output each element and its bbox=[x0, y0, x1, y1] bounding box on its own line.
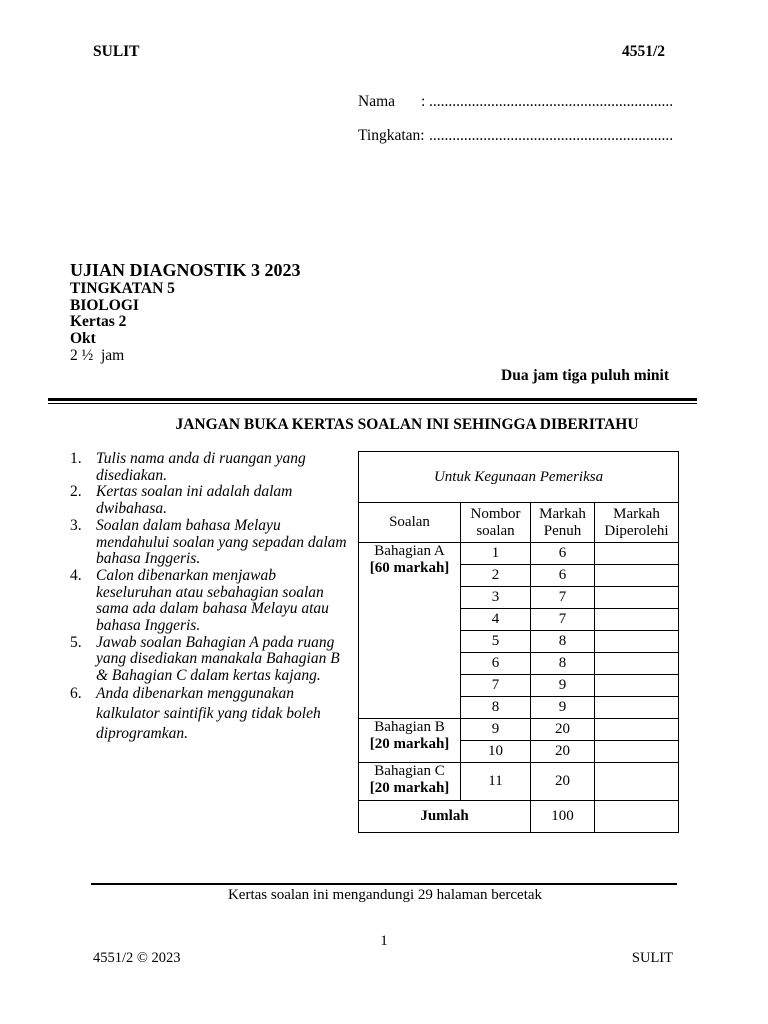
table-row bbox=[359, 543, 679, 565]
exam-paper: Kertas 2 bbox=[70, 313, 127, 330]
instruction-line: bahasa Inggeris. bbox=[96, 617, 201, 635]
table-caption: Untuk Kegunaan Pemeriksa bbox=[359, 452, 679, 503]
marks-obtained-cell bbox=[595, 587, 679, 609]
question-number: 3 bbox=[461, 587, 531, 609]
marks-obtained-cell bbox=[595, 565, 679, 587]
section-c-cell bbox=[359, 763, 461, 801]
header-question-number bbox=[461, 503, 531, 543]
instruction-line: Kertas soalan ini adalah dalam bbox=[96, 483, 293, 501]
instruction-line: Anda dibenarkan menggunakan bbox=[96, 684, 295, 702]
instruction-line: disediakan. bbox=[96, 466, 168, 484]
question-number: 9 bbox=[461, 719, 531, 741]
page-number: 1 bbox=[380, 933, 388, 949]
question-number: 10 bbox=[461, 741, 531, 763]
marks-obtained-cell bbox=[595, 543, 679, 565]
full-marks: 6 bbox=[531, 565, 595, 587]
footer-copyright: 4551/2 © 2023 bbox=[93, 950, 181, 966]
header-section: Soalan bbox=[359, 503, 461, 543]
name-dotted-line: ............................................................... bbox=[429, 93, 674, 110]
marks-obtained-cell bbox=[595, 631, 679, 653]
marks-obtained-cell bbox=[595, 653, 679, 675]
table-row bbox=[359, 763, 679, 801]
instruction-line: diprogramkan. bbox=[96, 724, 188, 742]
instruction-text bbox=[96, 451, 306, 484]
full-marks: 7 bbox=[531, 609, 595, 631]
exam-month: Okt bbox=[70, 330, 96, 347]
section-name: Bahagian C bbox=[374, 763, 445, 779]
header-full-marks bbox=[531, 503, 595, 543]
instruction-line: yang disediakan manakala Bahagian B bbox=[96, 650, 340, 668]
instruction-text bbox=[96, 484, 292, 517]
exam-duration: 2 ½ jam bbox=[70, 347, 125, 364]
table-row bbox=[359, 719, 679, 741]
instruction-item bbox=[70, 568, 352, 635]
header-line: Markah bbox=[613, 505, 660, 522]
marks-obtained-cell bbox=[595, 609, 679, 631]
header-line: soalan bbox=[476, 522, 515, 539]
instruction-number: 4. bbox=[70, 566, 82, 584]
header-line: Diperolehi bbox=[604, 522, 669, 539]
header-divider-thin bbox=[48, 403, 697, 404]
instruction-number: 1. bbox=[70, 450, 82, 467]
instruction-item bbox=[70, 635, 352, 685]
table-total-row bbox=[359, 801, 679, 833]
instruction-item bbox=[70, 518, 352, 568]
instruction-number: 6. bbox=[70, 684, 82, 702]
instruction-line: keseluruhan atau sebahagian soalan bbox=[96, 583, 324, 601]
marks-obtained-cell bbox=[595, 763, 679, 801]
full-marks: 9 bbox=[531, 675, 595, 697]
question-number: 2 bbox=[461, 565, 531, 587]
instruction-line: Tulis nama anda di ruangan yang bbox=[96, 450, 306, 467]
question-number: 7 bbox=[461, 675, 531, 697]
footer-classification: SULIT bbox=[631, 950, 673, 966]
instruction-item bbox=[70, 451, 352, 484]
warning-banner: JANGAN BUKA KERTAS SOALAN INI SEHINGGA DIBERITAHU bbox=[175, 416, 639, 433]
total-full-marks: 100 bbox=[531, 801, 595, 833]
table-header-row bbox=[359, 503, 679, 543]
class-dotted-line: ............................................................... bbox=[429, 127, 674, 144]
question-number: 5 bbox=[461, 631, 531, 653]
section-b-cell bbox=[359, 719, 461, 763]
instruction-number: 3. bbox=[70, 516, 82, 534]
instruction-line: Jawab soalan Bahagian A pada ruang bbox=[96, 633, 335, 651]
page-count-note: Kertas soalan ini mengandungi 29 halaman bercetak bbox=[227, 887, 543, 903]
instruction-number: 2. bbox=[70, 483, 82, 501]
total-label: Jumlah bbox=[359, 801, 531, 833]
exam-title: UJIAN DIAGNOSTIK 3 2023 bbox=[70, 260, 301, 280]
section-marks: [60 markah] bbox=[369, 560, 450, 576]
header-marks-obtained bbox=[595, 503, 679, 543]
full-marks: 6 bbox=[531, 543, 595, 565]
marks-obtained-cell bbox=[595, 675, 679, 697]
instruction-line: Calon dibenarkan menjawab bbox=[96, 566, 276, 584]
section-marks: [20 markah] bbox=[369, 736, 450, 752]
question-number: 4 bbox=[461, 609, 531, 631]
question-number: 8 bbox=[461, 697, 531, 719]
full-marks: 20 bbox=[531, 763, 595, 801]
instruction-text bbox=[96, 635, 340, 685]
header-line: Nombor bbox=[470, 505, 521, 522]
exam-subject: BIOLOGI bbox=[70, 297, 139, 314]
full-marks: 9 bbox=[531, 697, 595, 719]
name-label: Nama bbox=[358, 93, 396, 110]
table-caption-row bbox=[359, 452, 679, 503]
question-number: 1 bbox=[461, 543, 531, 565]
exam-duration-words: Dua jam tiga puluh minit bbox=[501, 367, 669, 384]
paper-code: 4551/2 bbox=[622, 43, 666, 60]
instruction-line: & Bahagian C dalam kertas kajang. bbox=[96, 667, 321, 685]
header-line: Markah bbox=[539, 505, 586, 522]
instruction-item bbox=[70, 684, 352, 744]
instruction-line: dwibahasa. bbox=[96, 500, 168, 518]
full-marks: 7 bbox=[531, 587, 595, 609]
instruction-line: Soalan dalam bahasa Melayu bbox=[96, 516, 281, 534]
section-name: Bahagian B bbox=[374, 719, 445, 735]
instruction-item bbox=[70, 484, 352, 517]
instruction-text bbox=[96, 568, 329, 635]
instruction-text bbox=[96, 684, 321, 744]
section-name: Bahagian A bbox=[374, 543, 445, 559]
header-line: Penuh bbox=[543, 522, 582, 539]
full-marks: 8 bbox=[531, 653, 595, 675]
marks-obtained-cell bbox=[595, 719, 679, 741]
instruction-line: kalkulator saintifik yang tidak boleh bbox=[96, 704, 321, 722]
footer-divider bbox=[91, 883, 677, 885]
section-a-cell bbox=[359, 543, 461, 719]
question-number: 11 bbox=[461, 763, 531, 801]
marks-obtained-cell bbox=[595, 741, 679, 763]
instruction-number: 5. bbox=[70, 633, 82, 651]
full-marks: 8 bbox=[531, 631, 595, 653]
full-marks: 20 bbox=[531, 741, 595, 763]
full-marks: 20 bbox=[531, 719, 595, 741]
classification-label: SULIT bbox=[93, 43, 140, 60]
instruction-line: sama ada dalam bahasa Melayu atau bbox=[96, 600, 329, 618]
instruction-text bbox=[96, 518, 347, 568]
header-divider-thick bbox=[48, 398, 697, 401]
total-marks-obtained-cell bbox=[595, 801, 679, 833]
name-colon: : bbox=[421, 93, 426, 110]
instruction-line: bahasa Inggeris. bbox=[96, 550, 201, 568]
question-number: 6 bbox=[461, 653, 531, 675]
instruction-line: mendahului soalan yang sepadan dalam bbox=[96, 533, 347, 551]
section-marks: [20 markah] bbox=[369, 780, 450, 796]
class-label: Tingkatan: bbox=[358, 127, 425, 144]
exam-form: TINGKATAN 5 bbox=[70, 280, 175, 297]
examiner-marks-table bbox=[358, 451, 679, 833]
marks-obtained-cell bbox=[595, 697, 679, 719]
instructions-list bbox=[70, 451, 352, 744]
